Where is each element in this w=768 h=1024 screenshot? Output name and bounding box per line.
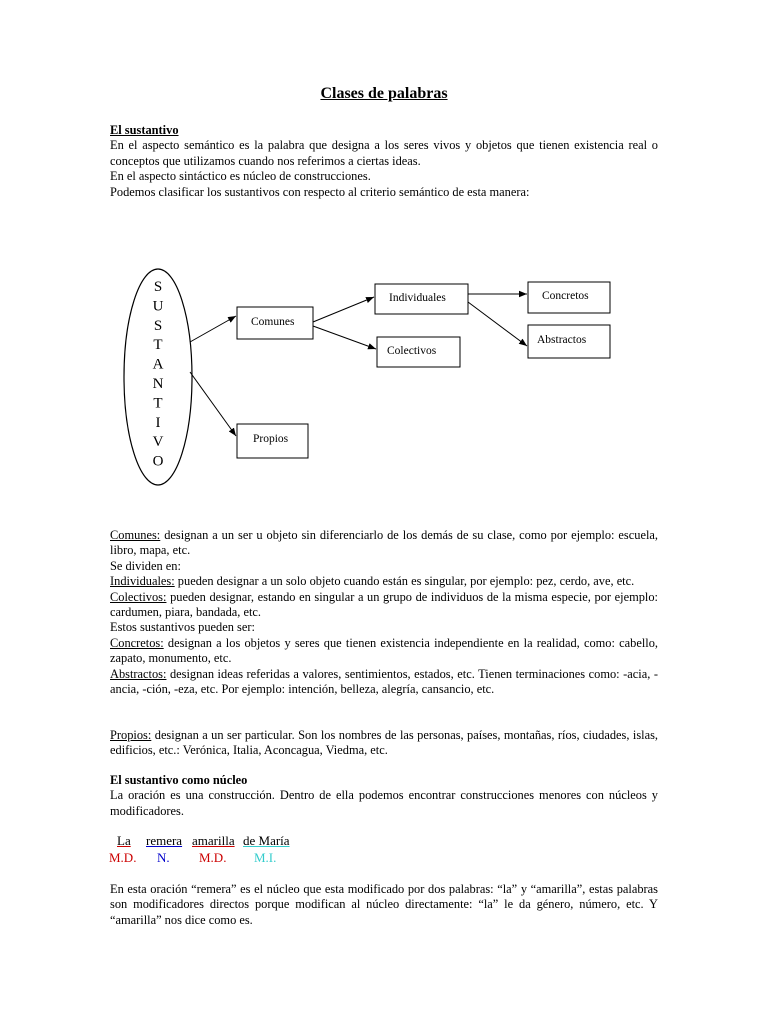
arrow-to-propios (190, 372, 236, 436)
example-word-de-maria: de María (243, 833, 290, 848)
sustantivo-letter: V (152, 434, 164, 451)
arrow-to-individuales (313, 297, 374, 322)
term-comunes: Comunes: (110, 528, 161, 542)
sustantivo-letter: T (153, 337, 163, 354)
example-tag-md-2: M.D. (199, 850, 227, 865)
term-individuales: Individuales: (110, 574, 175, 589)
section-heading-sustantivo: El sustantivo (110, 123, 179, 137)
example-sentence (109, 833, 429, 867)
noun-classification-diagram (0, 255, 768, 495)
page-title: Clases de palabras (320, 85, 448, 102)
sustantivo-letter: T (153, 395, 163, 412)
definition-individuales-text: pueden designar a un solo objeto cuando están es singular, por ejemplo: pez, cerdo, ave, etc. (174, 574, 635, 589)
definitions-section (110, 528, 658, 697)
example-tag-mi: M.I. (254, 850, 277, 865)
box-abstractos-label: Abstractos (537, 334, 587, 346)
sustantivo-letter: O (152, 453, 164, 470)
sustantivo-letter: N (152, 376, 164, 392)
term-propios: Propios: (110, 728, 152, 742)
propios-section (110, 728, 658, 759)
definition-abstractos-text: designan ideas referidas a valores, sentimientos, estados, etc. Tienen terminaciones como: -acia, -ancia, -ción, -eza, etc. Por ejemplo: intención, belleza, alegría, cansancio, etc. (110, 666, 658, 697)
example-tag-n: N. (157, 850, 170, 865)
sustantivo-letter: S (153, 279, 163, 295)
nucleo-section (110, 773, 658, 819)
definition-colectivos-text: pueden designar, estando en singular a un grupo de individuos de la misma especie, por ejemplo: cardumen, piara, bandada, etc. (110, 589, 658, 620)
definition-concretos-text: designan a los objetos y seres que tienen existencia independiente en la realidad, como: cabello, zapato, monumento, etc. (110, 635, 658, 666)
definition-propios (110, 728, 658, 759)
example-tag-md-1: M.D. (109, 850, 137, 865)
example-word-amarilla: amarilla (192, 833, 235, 848)
box-individuales-label: Individuales (389, 292, 446, 304)
sustantivo-letter: U (152, 298, 164, 315)
intro-paragraph: En el aspecto semántico es la palabra que designa a los seres vivos y objetos que tienen existencia real o conceptos que utilizamos cuando nos referimos a ciertas ideas. (110, 138, 658, 168)
pueden-ser-line: Estos sustantivos pueden ser: (110, 620, 255, 635)
nucleo-paragraph: La oración es una construcción. Dentro de ella podemos encontrar construcciones menores con núcleos y modificadores. (110, 788, 658, 818)
term-colectivos: Colectivos: (110, 589, 167, 604)
term-abstractos: Abstractos: (110, 666, 167, 681)
arrow-to-comunes (190, 316, 236, 342)
arrow-to-colectivos (313, 326, 376, 349)
definition-comunes (110, 528, 658, 559)
box-comunes-label: Comunes (251, 316, 295, 328)
definition-individuales (110, 574, 658, 589)
example-word-remera: remera (146, 833, 183, 848)
sustantivo-letter: I (155, 414, 161, 431)
section-heading-nucleo: El sustantivo como núcleo (110, 773, 248, 787)
closing-paragraph: En esta oración “remera” es el núcleo que esta modificado por dos palabras: “la” y “amarilla”, estas palabras son modificadores directos porque modifican al núcleo directamente: “la” le da género, número, etc. Y “amarilla” nos dice como es. (110, 882, 658, 927)
box-concretos-label: Concretos (542, 290, 589, 302)
term-concretos: Concretos: (110, 635, 164, 650)
classification-paragraph: Podemos clasificar los sustantivos con respecto al criterio semántico de esta manera: (110, 184, 530, 199)
definition-colectivos (110, 590, 658, 621)
closing-section (110, 882, 658, 928)
example-word-la: La (117, 833, 131, 848)
box-colectivos-label: Colectivos (387, 345, 437, 357)
intro-section (110, 123, 658, 200)
sustantivo-vertical-label (153, 279, 164, 470)
box-propios-label: Propios (253, 433, 289, 445)
sustantivo-letter: S (153, 317, 163, 334)
sustantivo-letter: A (152, 356, 164, 373)
definition-comunes-text: designan a un ser u objeto sin diferenciarlo de los demás de su clase, como por ejemplo: escuela, libro, mapa, etc. (110, 528, 658, 558)
arrow-to-abstractos (468, 302, 527, 346)
syntax-paragraph: En el aspecto sintáctico es núcleo de construcciones. (110, 169, 371, 184)
definition-propios-text: designan a un ser particular. Son los nombres de las personas, países, montañas, ríos, ciudades, islas, edificios, etc.: Verónica, Italia, Aconcagua, Viedma, etc. (110, 728, 658, 758)
dividen-line: Se dividen en: (110, 558, 181, 573)
definition-concretos (110, 636, 658, 667)
definition-abstractos (110, 667, 658, 698)
